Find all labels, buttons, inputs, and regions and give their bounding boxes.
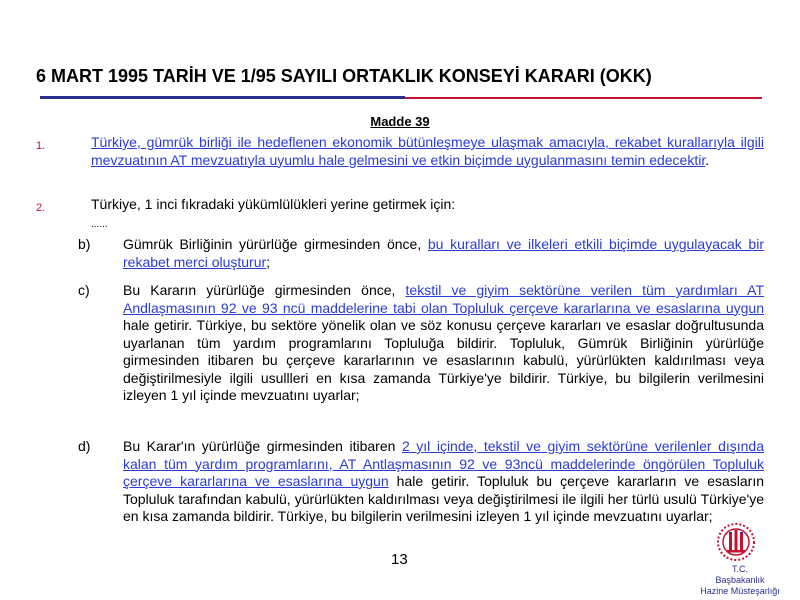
page-number: 13 xyxy=(391,551,408,568)
item-1-text: Türkiye, gümrük birliği ile hedeflenen ekonomik bütünleşmeye ulaşmak amacıyla, rekabet kurallarıyla ilgili mevzuatının AT mevzuatıyla uyumlu hale gelmesini ve etkin biçimde uygulanmasını temin edecektir. xyxy=(91,134,764,168)
title-rule-blue xyxy=(40,96,405,99)
subitem-c-marker: c) xyxy=(78,282,90,298)
organization-label xyxy=(680,564,800,597)
subitem-c-link[interactable]: tekstil ve giyim sektörüne verilen tüm yardımları AT Andlaşmasının 92 ve 93 ncü maddelerine tabi olan Topluluk çerçeve kararlarına ve esaslarına uygun xyxy=(123,282,765,316)
subitem-d-text: Bu Karar'ın yürürlüğe girmesinden itibaren 2 yıl içinde, tekstil ve giyim sektörüne verilenler dışında kalan tüm yardım programlarını, AT Antlaşmasının 92 ve 93ncü maddelerinde öngörülen Topluluk çerçeve kararlarına ve esaslarına uygun hale getirir. Topluluk bu çerçeve kararların ve esasların Topluluk tarafından kabulü, yürürlükten kaldırılması veya değiştirilmesi ile ilgili her türlü usulü Türkiye'ye en kısa zamanda bildirir. Türkiye, bu bilgilerin verilmesini izleyen 1 yıl içinde mevzuatını uyarlar; xyxy=(123,438,764,524)
slide-title: 6 MART 1995 TARİH VE 1/95 SAYILI ORTAKLIK KONSEYİ KARARI (OKK) xyxy=(36,66,652,86)
item-2-text: Türkiye, 1 inci fıkradaki yükümlülükleri yerine getirmek için: xyxy=(91,196,456,212)
subitem-b-text: Gümrük Birliğinin yürürlüğe girmesinden önce, bu kuralları ve ilkeleri etkili biçimde uygulayacak bir rekabet merci oluşturur; xyxy=(123,236,764,270)
item-1-link[interactable]: Türkiye, gümrük birliği ile hedeflenen ekonomik bütünleşmeye ulaşmak amacıyla, rekabet kurallarıyla ilgili mevzuatının AT mevzuatıyla uyumlu hale gelmesini ve etkin biçimde uygulanmasını temin edecektir xyxy=(91,134,764,168)
ellipsis: ...... xyxy=(91,219,108,230)
subitem-b-marker: b) xyxy=(78,236,91,252)
org-line-2: Başbakanlık xyxy=(715,575,765,585)
org-line-3: Hazine Müsteşarlığı xyxy=(700,586,780,596)
org-line-1: T.C. xyxy=(731,564,748,574)
title-rule-red xyxy=(405,97,762,99)
item-2-marker: 2. xyxy=(36,202,46,214)
subitem-d-marker: d) xyxy=(78,438,91,454)
item-1-marker: 1. xyxy=(36,140,46,152)
subitem-b-link[interactable]: bu kuralları ve ilkeleri etkili biçimde uygulayacak bir rekabet merci oluşturur xyxy=(123,236,764,270)
subitem-d-link[interactable]: 2 yıl içinde, tekstil ve giyim sektörüne verilenler dışında kalan tüm yardım programlarını, AT Antlaşmasının 92 ve 93ncü maddelerinde öngörülen Topluluk çerçeve kararlarına ve esaslarına uygun xyxy=(123,438,764,489)
subitem-c-text: Bu Kararın yürürlüğe girmesinden önce, tekstil ve giyim sektörüne verilen tüm yardımları AT Andlaşmasının 92 ve 93 ncü maddelerine tabi olan Topluluk çerçeve kararlarına ve esaslarına uygun hale getirir. Türkiye, bu sektöre yönelik olan ve söz konusu çerçeve kararları ve esaslar doğrultusunda uyarlanan tüm yardım programlarını Topluluğa bildirir. Topluluk, Gümrük Birliğinin yürürlüğe girmesinden itibaren bu çerçeve kararlarının ve esaslarının kabulü, yürürlükten kaldırılması veya değiştirilmesiyle ilgili usullleri en kısa zamanda Türkiye'ye bildirir. Türkiye, bu bilgilerin verilmesini izleyen 1 yıl içinde mevzuatını uyarlar; xyxy=(123,282,765,403)
article-heading: Madde 39 xyxy=(370,114,430,129)
treasury-seal-icon xyxy=(716,520,756,564)
